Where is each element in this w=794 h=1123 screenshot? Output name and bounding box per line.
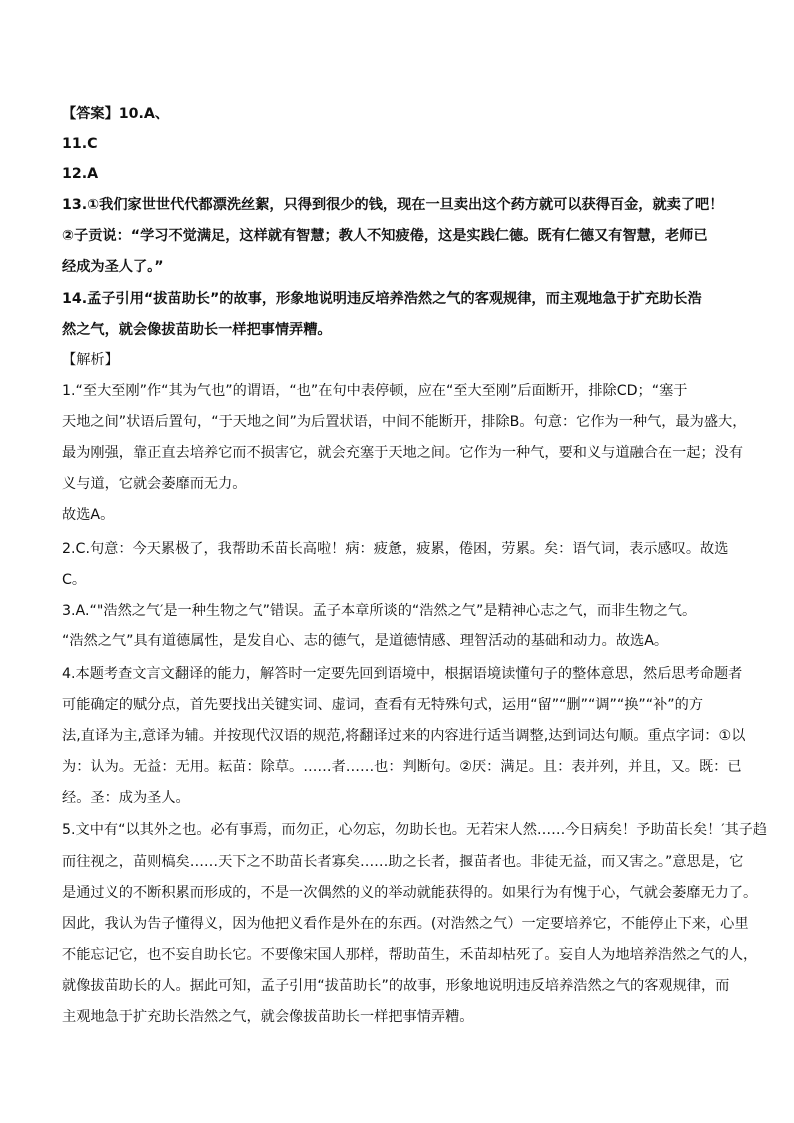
analysis-4-line-2: 可能确定的赋分点，首先要找出关键实词、虚词，查看有无特殊句式，运用“留”“删”“调”“换”“补”的方 [62,697,704,713]
analysis-2-line-2: C。 [62,572,87,588]
analysis-1-line-5: 故选A。 [62,507,115,523]
answer-10: 【答案】10.A、 [62,106,170,122]
answer-13-line-3: 经成为圣人了。” [62,259,164,275]
answer-12: 12.A [62,166,99,182]
answer-11: 11.C [62,136,98,152]
analysis-5-line-3: 是通过义的不断积累而形成的，不是一次偶然的义的举动就能获得的。如果行为有愧于心，气就会萎靡无力了。 [62,885,758,901]
analysis-5-line-7: 主观地急于扩充助长浩然之气，就会像拔苗助长一样把事情弄糟。 [62,1009,474,1025]
analysis-4-line-3: 法,直译为主,意译为辅。并按现代汉语的规范,将翻译过来的内容进行适当调整,达到词达句顺。重点字词：①以 [62,728,746,744]
answer-14-line-2: 然之气，就会像拔苗助长一样把事情弄糟。 [62,322,332,338]
analysis-1-line-2: 天地之间”状语后置句，“于天地之间”为后置状语，中间不能断开，排除B。句意：它作为一种气，最为盛大， [62,414,747,430]
answer-14-line-1: 14.孟子引用“拔苗助长”的故事，形象地说明违反培养浩然之气的客观规律，而主观地急于扩充助长浩 [62,291,702,307]
answer-13-line-2: ②子贡说：“学习不觉满足，这样就有智慧；教人不知疲倦，这是实践仁德。既有仁德又有智慧，老师已 [62,228,708,244]
analysis-2-line-1: 2.C.句意：今天累极了，我帮助禾苗长高啦！病：疲惫，疲累，倦困，劳累。矣：语气词，表示感叹。故选 [62,541,729,557]
analysis-1-line-4: 义与道，它就会萎靡而无力。 [62,476,247,492]
analysis-5-line-1: 5.文中有“以其外之也。必有事焉，而勿正，心勿忘，勿助长也。无若宋人然……今日病矣！予助苗长矣！′其子趋 [62,822,768,838]
analysis-5-line-6: 就像拔苗助长的人。据此可知，孟子引用“拔苗助长”的故事，形象地说明违反培养浩然之气的客观规律，而 [62,978,730,994]
analysis-3-line-1: 3.A.“"浩然之气′是一种生物之气”错误。孟子本章所谈的“浩然之气”是精神心志之气，而非生物之气。 [62,603,697,619]
analysis-heading: 【解析】 [62,352,119,368]
analysis-3-line-2: “浩然之气”具有道德属性，是发自心、志的德气，是道德情感、理智活动的基础和动力。故选A。 [62,633,669,649]
analysis-5-line-2: 而往视之，苗则槁矣……天下之不助苗长者寡矣……助之长者，揠苗者也。非徒无益，而又害之。”意思是，它 [62,854,744,870]
answer-13-line-1: 13.①我们家世世代代都漂洗丝絮，只得到很少的钱，现在一旦卖出这个药方就可以获得百金，就卖了吧！ [62,197,724,213]
analysis-5-line-4: 因此，我认为告子懂得义，因为他把义看作是外在的东西。(对浩然之气）一定要培养它，不能停止下来，心里 [62,916,749,932]
analysis-1-line-3: 最为刚强，靠正直去培养它而不损害它，就会充塞于天地之间。它作为一种气，要和义与道融合在一起；没有 [62,445,744,461]
analysis-4-line-5: 经。圣：成为圣人。 [62,790,190,806]
analysis-1-line-1: 1.“至大至刚”作“其为气也”的谓语，“也”在句中表停顿，应在“至大至刚”后面断开，排除CD；“塞于 [62,383,688,399]
analysis-5-line-5: 不能忘记它，也不妄自助长它。不要像宋国人那样，帮助苗生，禾苗却枯死了。妄自人为地培养浩然之气的人， [62,947,758,963]
analysis-4-line-1: 4.本题考查文言文翻译的能力，解答时一定要先回到语境中，根据语境读懂句子的整体意思，然后思考命题者 [62,666,743,682]
analysis-4-line-4: 为：认为。无益：无用。耘苗：除草。……者……也：判断句。②厌：满足。且：表并列，并且，又。既：已 [62,759,742,775]
